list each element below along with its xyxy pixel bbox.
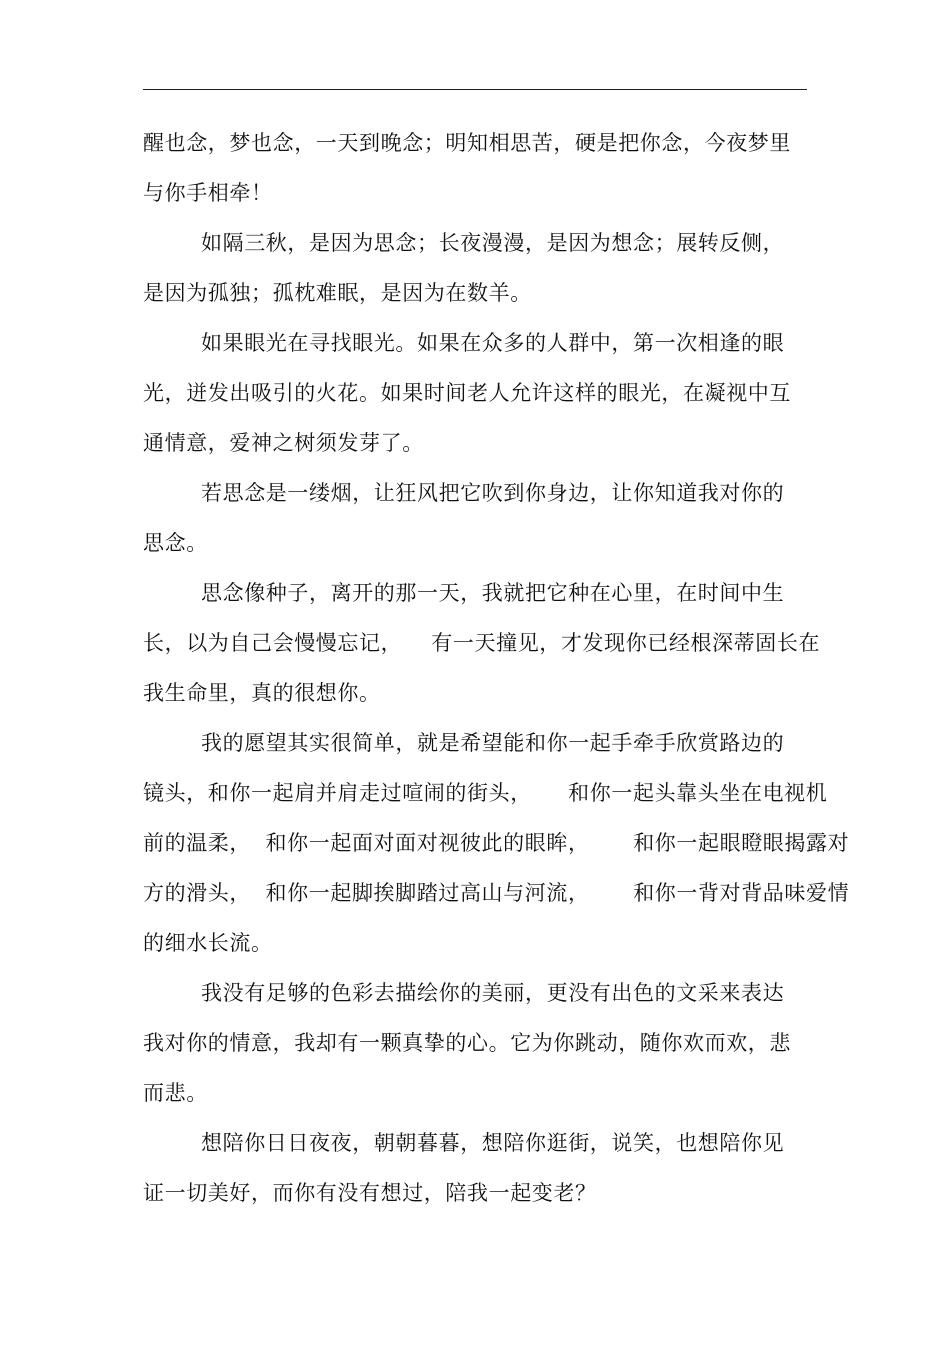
text-line: 通情意，爱神之树须发芽了。 — [143, 431, 424, 455]
text-line: 想陪你日日夜夜，朝朝暮暮，想陪你逛街，说笑，也想陪你见 — [201, 1131, 785, 1155]
text-line: 方的滑头， 和你一起脚挨脚踏过高山与河流， 和你一背对背品味爱情 — [143, 881, 850, 905]
text-line: 我对你的情意，我却有一颗真挚的心。它为你跳动，随你欢而欢，悲 — [143, 1031, 791, 1055]
text-line: 而悲。 — [143, 1081, 208, 1105]
text-line: 是因为孤独；孤枕难眠，是因为在数羊。 — [143, 281, 532, 305]
text-line: 我没有足够的色彩去描绘你的美丽，更没有出色的文采来表达 — [201, 981, 785, 1005]
text-line: 如隔三秋，是因为思念；长夜漫漫，是因为想念；展转反侧， — [201, 231, 785, 255]
text-line: 如果眼光在寻找眼光。如果在众多的人群中，第一次相逢的眼 — [201, 331, 785, 355]
text-line: 镜头，和你一起肩并肩走过喧闹的街头， 和你一起头靠头坐在电视机 — [143, 781, 828, 805]
text-line: 思念。 — [143, 531, 208, 555]
text-line: 证一切美好，而你有没有想过，陪我一起变老？ — [143, 1181, 597, 1205]
text-line: 长，以为自己会慢慢忘记， 有一天撞见，才发现你已经根深蒂固长在 — [143, 631, 821, 655]
text-line: 光，迸发出吸引的火花。如果时间老人允许这样的眼光，在凝视中互 — [143, 381, 791, 405]
text-line: 我的愿望其实很简单，就是希望能和你一起手牵手欣赏路边的 — [201, 731, 785, 755]
header-rule — [143, 89, 807, 90]
text-line: 前的温柔， 和你一起面对面对视彼此的眼眸， 和你一起眼瞪眼揭露对 — [143, 831, 850, 855]
text-line: 的细水长流。 — [143, 931, 273, 955]
text-line: 思念像种子，离开的那一天，我就把它种在心里，在时间中生 — [201, 581, 785, 605]
text-line: 若思念是一缕烟，让狂风把它吹到你身边，让你知道我对你的 — [201, 481, 785, 505]
text-line: 与你手相牵！ — [143, 181, 273, 205]
text-line: 我生命里，真的很想你。 — [143, 681, 381, 705]
text-line: 醒也念，梦也念，一天到晚念；明知相思苦，硬是把你念，今夜梦里 — [143, 131, 791, 155]
